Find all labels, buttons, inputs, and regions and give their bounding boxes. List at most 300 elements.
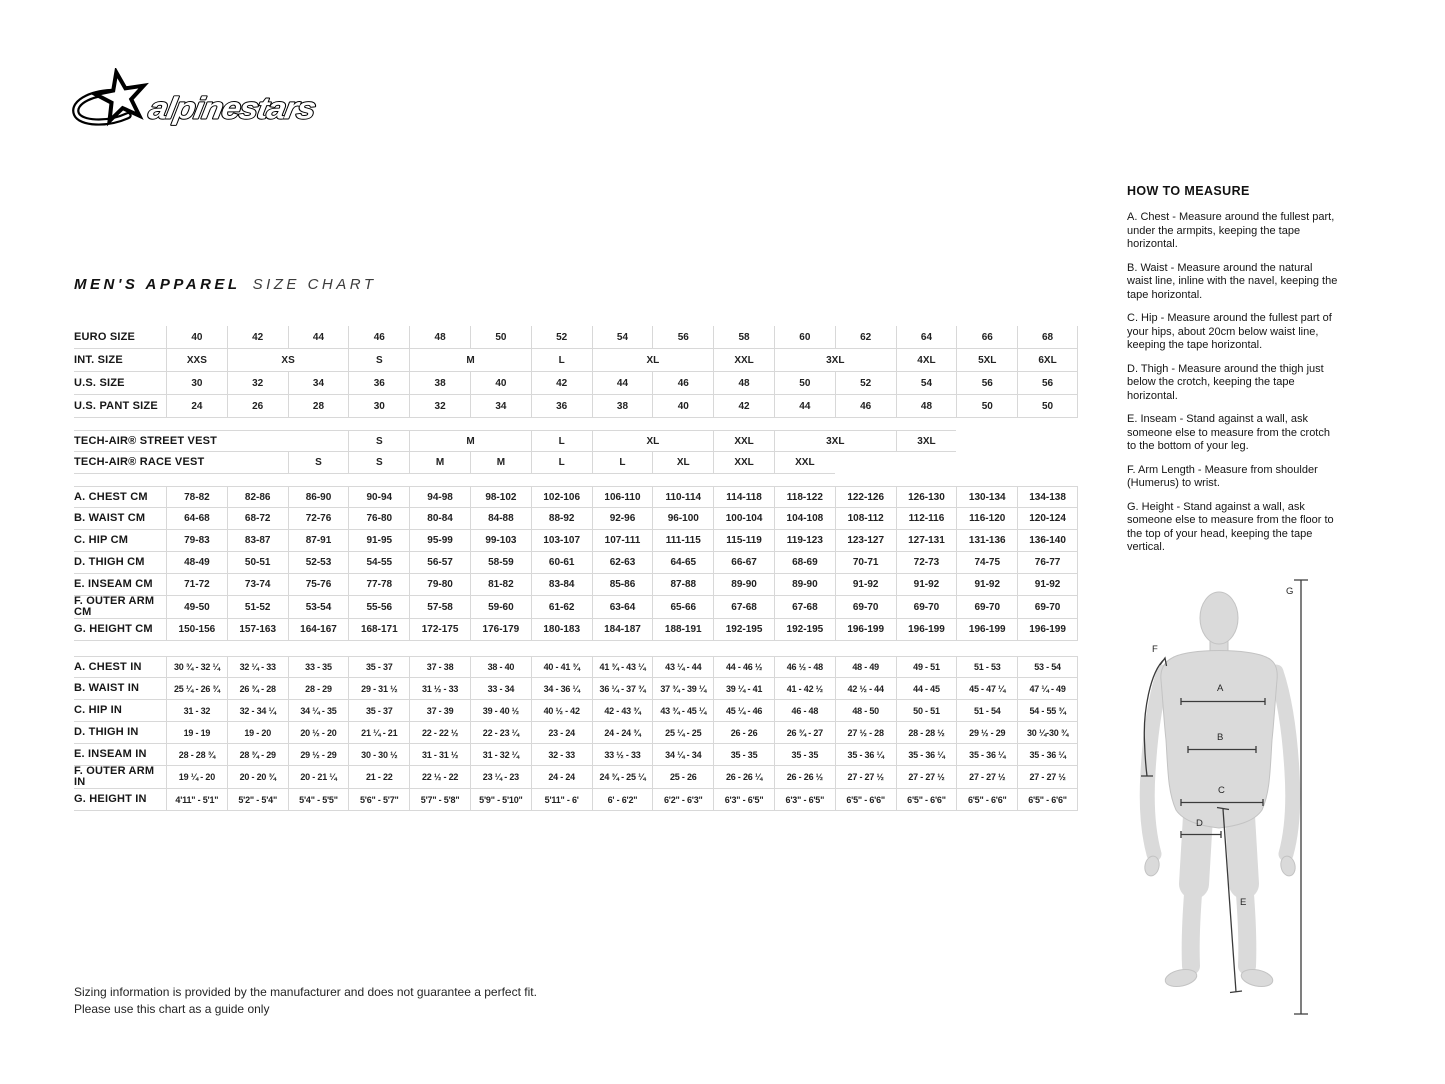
table-cell: 54 [592, 326, 653, 349]
table-cell: 55-56 [348, 596, 409, 619]
table-row [74, 678, 1078, 700]
table-cell: 46 [835, 395, 896, 418]
table-cell: L [531, 452, 592, 474]
table-cell: 57-58 [409, 596, 470, 619]
table-cell: 76-80 [348, 508, 409, 530]
table-cell: 3XL [774, 430, 896, 452]
table-cell: 36 ¼ - 37 ¾ [592, 678, 653, 700]
table-cell: 35 - 37 [348, 656, 409, 678]
page-title-primary: MEN'S APPAREL [74, 276, 241, 293]
table-cell: 6'3" - 6'5" [713, 789, 774, 811]
table-cell: XL [592, 349, 714, 372]
table-cell: 50 [1017, 395, 1078, 418]
measure-instruction: D. Thigh - Measure around the thigh just below the crotch, keeping the tape horizontal. [1127, 362, 1324, 402]
table-cell: 196-199 [956, 619, 1017, 641]
table-row [74, 722, 1078, 744]
logo-wordmark: alpinestars [146, 90, 301, 126]
table-cell: S [288, 452, 349, 474]
measure-instruction: B. Waist - Measure around the natural waist line, inline with the navel, keeping the tape horizontal. [1127, 261, 1338, 301]
table-cell: 80-84 [409, 508, 470, 530]
table-cell: M [409, 452, 470, 474]
table-cell: 4XL [896, 349, 957, 372]
table-cell: 5'6" - 5'7" [348, 789, 409, 811]
table-cell: 40 ½ - 42 [531, 700, 592, 722]
table-section-sizes [74, 326, 1078, 418]
table-cell: 95-99 [409, 530, 470, 552]
table-cell: 24 [166, 395, 227, 418]
table-row [74, 395, 1078, 418]
table-cell: 91-92 [956, 574, 1017, 596]
table-cell: XS [227, 349, 349, 372]
table-cell: 22 ½ - 22 [409, 766, 470, 789]
table-cell: 196-199 [896, 619, 957, 641]
table-cell: 26 ¾ - 28 [227, 678, 288, 700]
table-cell: 58 [713, 326, 774, 349]
table-cell: 44 [774, 395, 835, 418]
table-cell: 33 - 35 [288, 656, 349, 678]
table-cell: 68 [1017, 326, 1078, 349]
table-cell: 108-112 [835, 508, 896, 530]
table-cell: 134-138 [1017, 486, 1078, 508]
table-cell: 21 - 22 [348, 766, 409, 789]
table-cell: 48 - 49 [835, 656, 896, 678]
table-cell: 26 ¾ - 27 [774, 722, 835, 744]
table-cell: 184-187 [592, 619, 653, 641]
table-cell: 104-108 [774, 508, 835, 530]
table-cell: 61-62 [531, 596, 592, 619]
table-cell: 50 [774, 372, 835, 395]
table-cell [956, 430, 1078, 452]
table-cell: 5XL [956, 349, 1017, 372]
table-cell: 5'9" - 5'10" [470, 789, 531, 811]
table-cell: 35 - 36 ¼ [835, 744, 896, 766]
figure-label-inseam: E [1240, 897, 1247, 908]
table-cell: 35 - 35 [774, 744, 835, 766]
table-cell: XXL [774, 452, 835, 474]
table-cell: 69-70 [896, 596, 957, 619]
table-cell: 29 - 31 ½ [348, 678, 409, 700]
table-cell: XXL [713, 452, 774, 474]
row-label: B. WAIST CM [74, 508, 166, 530]
row-label: TECH-AIR® STREET VEST [74, 430, 348, 452]
table-cell: 65-66 [652, 596, 713, 619]
table-cell: 180-183 [531, 619, 592, 641]
table-cell: 6' - 6'2" [592, 789, 653, 811]
table-cell: 84-88 [470, 508, 531, 530]
table-cell: 53 - 54 [1017, 656, 1078, 678]
table-cell: 116-120 [956, 508, 1017, 530]
table-cell: XXL [713, 430, 774, 452]
table-cell: 60 [774, 326, 835, 349]
table-cell: 44 - 46 ½ [713, 656, 774, 678]
table-cell: 91-92 [896, 574, 957, 596]
table-cell: 28 ¾ - 29 [227, 744, 288, 766]
table-cell: 86-90 [288, 486, 349, 508]
disclaimer [74, 984, 537, 1018]
table-cell: 72-73 [896, 552, 957, 574]
table-cell: 131-136 [956, 530, 1017, 552]
table-cell: 6'5" - 6'6" [956, 789, 1017, 811]
table-cell: 82-86 [227, 486, 288, 508]
table-cell: 35 - 35 [713, 744, 774, 766]
table-cell: 56-57 [409, 552, 470, 574]
disclaimer-line-1: Sizing information is provided by the manufacturer and does not guarantee a perfect fit. [74, 985, 537, 999]
table-cell: 111-115 [652, 530, 713, 552]
table-cell: 67-68 [713, 596, 774, 619]
table-cell: M [409, 430, 531, 452]
table-cell: 30 ¼-30 ¾ [1017, 722, 1078, 744]
table-cell: L [592, 452, 653, 474]
table-cell: 114-118 [713, 486, 774, 508]
table-cell: 32 - 33 [531, 744, 592, 766]
table-cell: 118-122 [774, 486, 835, 508]
table-cell: 48 [896, 395, 957, 418]
table-cell: 70-71 [835, 552, 896, 574]
table-cell: M [470, 452, 531, 474]
table-cell: S [348, 452, 409, 474]
table-cell: 79-80 [409, 574, 470, 596]
table-cell: 40 [652, 395, 713, 418]
table-cell: 119-123 [774, 530, 835, 552]
table-cell: 35 - 36 ¼ [956, 744, 1017, 766]
table-cell: 30 [348, 395, 409, 418]
table-cell: 31 - 31 ½ [409, 744, 470, 766]
table-cell: XXS [166, 349, 227, 372]
table-cell: 63-64 [592, 596, 653, 619]
table-cell: 51 - 53 [956, 656, 1017, 678]
table-cell: 39 ¼ - 41 [713, 678, 774, 700]
table-cell: 29 ½ - 29 [956, 722, 1017, 744]
table-cell: 37 - 39 [409, 700, 470, 722]
table-cell: 150-156 [166, 619, 227, 641]
measure-instruction: G. Height - Stand against a wall, ask someone else to measure from the floor to the top of your head, keeping the tape vertical. [1127, 500, 1334, 553]
table-cell: 69-70 [956, 596, 1017, 619]
table-cell: 21 ¼ - 21 [348, 722, 409, 744]
table-cell: 56 [956, 372, 1017, 395]
table-cell: 62-63 [592, 552, 653, 574]
table-cell: 25 ¼ - 25 [652, 722, 713, 744]
table-cell: 37 ¾ - 39 ¼ [652, 678, 713, 700]
table-cell: 164-167 [288, 619, 349, 641]
table-cell: 176-179 [470, 619, 531, 641]
row-label: INT. SIZE [74, 349, 166, 372]
table-cell: 38 [409, 372, 470, 395]
row-label: A. CHEST IN [74, 656, 166, 678]
figure-label-height: G [1286, 586, 1294, 597]
table-cell: 68-72 [227, 508, 288, 530]
table-cell: 172-175 [409, 619, 470, 641]
table-cell: 35 - 37 [348, 700, 409, 722]
table-row [74, 700, 1078, 722]
table-cell: 23 ¼ - 23 [470, 766, 531, 789]
table-cell: 23 - 24 [531, 722, 592, 744]
table-cell: 91-92 [835, 574, 896, 596]
table-cell: 42 [713, 395, 774, 418]
table-cell: 32 - 34 ¼ [227, 700, 288, 722]
table-cell: 68-69 [774, 552, 835, 574]
table-cell: 6XL [1017, 349, 1078, 372]
row-label: U.S. PANT SIZE [74, 395, 166, 418]
table-cell: 83-87 [227, 530, 288, 552]
table-cell: 42 [531, 372, 592, 395]
table-cell: 41 - 42 ½ [774, 678, 835, 700]
row-label: E. INSEAM CM [74, 574, 166, 596]
figure-label-hip: C [1218, 785, 1225, 796]
table-cell: 120-124 [1017, 508, 1078, 530]
table-cell: 30 ¾ - 32 ¼ [166, 656, 227, 678]
table-cell: 25 - 26 [652, 766, 713, 789]
table-cell: 32 ¼ - 33 [227, 656, 288, 678]
table-cell: 42 [227, 326, 288, 349]
table-cell: 43 ¾ - 45 ¼ [652, 700, 713, 722]
row-label: C. HIP IN [74, 700, 166, 722]
table-cell: 69-70 [835, 596, 896, 619]
table-cell: 31 - 32 [166, 700, 227, 722]
table-cell: 5'4" - 5'5" [288, 789, 349, 811]
table-cell: 6'3" - 6'5" [774, 789, 835, 811]
table-cell: 98-102 [470, 486, 531, 508]
alpinestars-logo [70, 68, 320, 134]
table-cell: 28 - 28 ½ [896, 722, 957, 744]
table-cell: 100-104 [713, 508, 774, 530]
table-cell: 73-74 [227, 574, 288, 596]
table-cell: 24 - 24 ¾ [592, 722, 653, 744]
body-diagram-icon [1128, 572, 1445, 1030]
table-cell: 107-111 [592, 530, 653, 552]
table-cell: 112-116 [896, 508, 957, 530]
table-cell: 50 [470, 326, 531, 349]
table-cell: 50-51 [227, 552, 288, 574]
table-row [74, 766, 1078, 789]
table-cell: 43 ¼ - 44 [652, 656, 713, 678]
how-to-measure-panel [1127, 184, 1339, 565]
table-cell: 88-92 [531, 508, 592, 530]
table-row [74, 789, 1078, 811]
table-cell: 4'11" - 5'1" [166, 789, 227, 811]
table-cell: 30 [166, 372, 227, 395]
row-label: G. HEIGHT IN [74, 789, 166, 811]
table-cell: 49-50 [166, 596, 227, 619]
measure-instruction: C. Hip - Measure around the fullest part of your hips, about 20cm below waist line, keeping the tape horizontal. [1127, 312, 1332, 351]
table-cell: 92-96 [592, 508, 653, 530]
table-cell: 99-103 [470, 530, 531, 552]
table-cell: 5'7" - 5'8" [409, 789, 470, 811]
table-cell: 115-119 [713, 530, 774, 552]
table-cell: 66-67 [713, 552, 774, 574]
page-title [74, 276, 376, 293]
row-label: B. WAIST IN [74, 678, 166, 700]
table-cell: S [348, 430, 409, 452]
table-cell: 53-54 [288, 596, 349, 619]
table-cell: 26 - 26 ¼ [713, 766, 774, 789]
figure-label-waist: B [1217, 732, 1224, 743]
table-cell: 46 - 48 [774, 700, 835, 722]
table-cell: 45 ¼ - 46 [713, 700, 774, 722]
table-cell: 47 ¼ - 49 [1017, 678, 1078, 700]
table-cell: 78-82 [166, 486, 227, 508]
table-cell: 25 ¼ - 26 ¾ [166, 678, 227, 700]
table-cell: 30 - 30 ½ [348, 744, 409, 766]
table-cell: 66 [956, 326, 1017, 349]
table-cell: 91-95 [348, 530, 409, 552]
table-cell: 79-83 [166, 530, 227, 552]
page-title-secondary: SIZE CHART [252, 276, 377, 293]
table-row [74, 430, 1078, 452]
table-cell: 76-77 [1017, 552, 1078, 574]
table-cell: 52-53 [288, 552, 349, 574]
table-cell: 28 - 28 ¾ [166, 744, 227, 766]
row-label: A. CHEST CM [74, 486, 166, 508]
table-cell: 6'5" - 6'6" [835, 789, 896, 811]
table-cell: 126-130 [896, 486, 957, 508]
table-cell: 168-171 [348, 619, 409, 641]
table-cell: 33 - 34 [470, 678, 531, 700]
table-cell: 6'5" - 6'6" [1017, 789, 1078, 811]
table-cell: 6'5" - 6'6" [896, 789, 957, 811]
row-label: D. THIGH CM [74, 552, 166, 574]
table-cell: 87-91 [288, 530, 349, 552]
table-cell: 35 - 36 ¼ [896, 744, 957, 766]
table-cell: XXL [713, 349, 774, 372]
table-cell: 75-76 [288, 574, 349, 596]
table-cell: 56 [1017, 372, 1078, 395]
table-cell: 27 - 27 ½ [956, 766, 1017, 789]
table-cell: 44 - 45 [896, 678, 957, 700]
table-cell: 22 - 23 ¼ [470, 722, 531, 744]
table-cell: 59-60 [470, 596, 531, 619]
table-cell: 5'11" - 6' [531, 789, 592, 811]
table-cell: 46 [348, 326, 409, 349]
table-cell: 19 - 20 [227, 722, 288, 744]
measure-instruction: F. Arm Length - Measure from shoulder (Humerus) to wrist. [1127, 463, 1318, 489]
table-cell: 36 [348, 372, 409, 395]
table-cell: 87-88 [652, 574, 713, 596]
table-row [74, 349, 1078, 372]
table-cell: 41 ¾ - 43 ¼ [592, 656, 653, 678]
table-cell: 136-140 [1017, 530, 1078, 552]
table-cell: 91-92 [1017, 574, 1078, 596]
table-row [74, 619, 1078, 641]
table-row [74, 508, 1078, 530]
table-cell: 44 [592, 372, 653, 395]
how-to-measure-paragraphs [1127, 211, 1339, 555]
table-cell: 94-98 [409, 486, 470, 508]
table-cell: 46 ½ - 48 [774, 656, 835, 678]
table-cell: 37 - 38 [409, 656, 470, 678]
table-cell: 60-61 [531, 552, 592, 574]
table-cell: 89-90 [774, 574, 835, 596]
table-cell: 32 [227, 372, 288, 395]
table-cell: L [531, 349, 592, 372]
table-row [74, 326, 1078, 349]
row-label: C. HIP CM [74, 530, 166, 552]
table-cell: 83-84 [531, 574, 592, 596]
table-cell: 67-68 [774, 596, 835, 619]
table-cell: 34 ¼ - 35 [288, 700, 349, 722]
figure-label-chest: A [1217, 683, 1224, 694]
table-cell: 77-78 [348, 574, 409, 596]
table-row [74, 372, 1078, 395]
table-cell: 22 - 22 ½ [409, 722, 470, 744]
table-cell: 28 - 29 [288, 678, 349, 700]
table-cell: 20 - 20 ¾ [227, 766, 288, 789]
table-cell: 192-195 [774, 619, 835, 641]
row-label: D. THIGH IN [74, 722, 166, 744]
table-cell: 33 ½ - 33 [592, 744, 653, 766]
table-cell: 42 - 43 ¾ [592, 700, 653, 722]
how-to-measure-heading: HOW TO MEASURE [1127, 184, 1250, 198]
table-cell: 48 [713, 372, 774, 395]
table-cell: 20 ½ - 20 [288, 722, 349, 744]
table-cell: 54 [896, 372, 957, 395]
measurement-figure [1128, 572, 1445, 1030]
table-cell: 27 - 27 ½ [835, 766, 896, 789]
table-cell: 51 - 54 [956, 700, 1017, 722]
measure-instruction: A. Chest - Measure around the fullest part, under the armpits, keeping the tape horizontal. [1127, 211, 1335, 250]
table-cell: 54-55 [348, 552, 409, 574]
measure-instruction: E. Inseam - Stand against a wall, ask someone else to measure from the crotch to the bottom of your leg. [1127, 413, 1330, 452]
row-label: G. HEIGHT CM [74, 619, 166, 641]
table-cell: 36 [531, 395, 592, 418]
table-cell: 123-127 [835, 530, 896, 552]
table-cell: 42 ½ - 44 [835, 678, 896, 700]
table-cell: 62 [835, 326, 896, 349]
table-cell: 3XL [774, 349, 896, 372]
table-cell: 110-114 [652, 486, 713, 508]
table-cell: S [348, 349, 409, 372]
table-cell: 40 - 41 ¾ [531, 656, 592, 678]
table-cell: 64-65 [652, 552, 713, 574]
table-row [74, 552, 1078, 574]
table-cell: 106-110 [592, 486, 653, 508]
table-cell: 34 [288, 372, 349, 395]
table-cell: 49 - 51 [896, 656, 957, 678]
table-row [74, 744, 1078, 766]
table-cell: 127-131 [896, 530, 957, 552]
table-cell: 64 [896, 326, 957, 349]
row-label: EURO SIZE [74, 326, 166, 349]
table-cell: 96-100 [652, 508, 713, 530]
table-row [74, 656, 1078, 678]
table-cell: 48 - 50 [835, 700, 896, 722]
table-cell: 56 [652, 326, 713, 349]
table-row [74, 452, 1078, 474]
size-table [74, 326, 1078, 811]
table-cell: 81-82 [470, 574, 531, 596]
table-cell: 157-163 [227, 619, 288, 641]
table-cell: 39 - 40 ½ [470, 700, 531, 722]
table-cell: 50 [956, 395, 1017, 418]
table-cell: 26 - 26 [713, 722, 774, 744]
table-cell: 103-107 [531, 530, 592, 552]
table-cell: 40 [470, 372, 531, 395]
table-section-cm [74, 486, 1078, 641]
table-cell [835, 452, 1078, 474]
table-cell: 34 - 36 ¼ [531, 678, 592, 700]
table-cell: 74-75 [956, 552, 1017, 574]
astar-icon [76, 72, 144, 122]
table-row [74, 596, 1078, 619]
table-cell: 90-94 [348, 486, 409, 508]
table-cell: 34 ¼ - 34 [652, 744, 713, 766]
figure-label-arm: F [1152, 644, 1158, 655]
table-cell: 35 - 36 ¼ [1017, 744, 1078, 766]
table-cell: 31 ½ - 33 [409, 678, 470, 700]
table-cell: 196-199 [1017, 619, 1078, 641]
table-cell: 24 ¾ - 25 ¼ [592, 766, 653, 789]
table-cell: 38 - 40 [470, 656, 531, 678]
disclaimer-line-2: Please use this chart as a guide only [74, 1002, 270, 1016]
